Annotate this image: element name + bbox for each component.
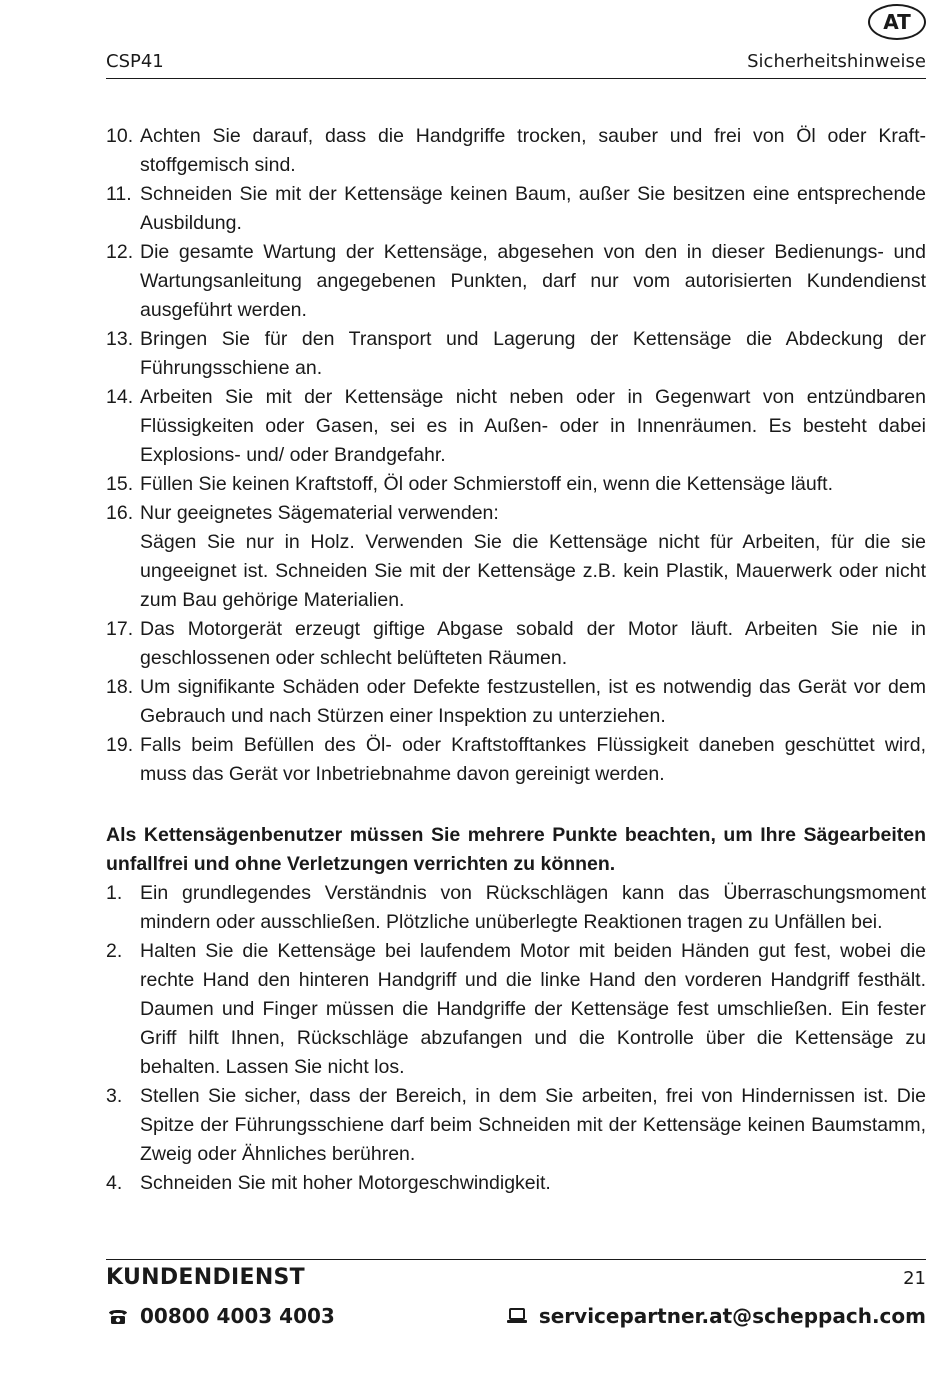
list-item [106, 238, 926, 325]
footer-divider [106, 1259, 926, 1260]
item-text: Die gesamte Wartung der Kettensäge, abgesehen von den in dieser Bedienungs- und Wartungsanleitung angegebenen Punkten, darf nur vom autorisierten Kundendienst ausgeführt werden. [140, 241, 926, 321]
item-text: Um signifikante Schäden oder Defekte festzustellen, ist es notwendig das Gerät vor dem Gebrauch und nach Stürzen einer Inspektion zu unterziehen. [140, 676, 926, 727]
email-contact [505, 1304, 926, 1328]
list-item [106, 673, 926, 731]
item-text: Arbeiten Sie mit der Kettensäge nicht neben oder in Gegenwart von entzündbaren Flüssigkeiten oder Gasen, sei es in Außen- oder in Innenräumen. Es besteht dabei Explosions- und/ oder Brandgefahr. [140, 386, 926, 466]
list-item [106, 731, 926, 789]
item-text: Nur geeignetes Sägematerial verwenden: [140, 502, 499, 524]
list-item [106, 937, 926, 1082]
item-text: Das Motorgerät erzeugt giftige Abgase sobald der Motor läuft. Arbeiten Sie nie in geschlossenen oder schlecht belüfteten Räumen. [140, 618, 926, 669]
page-number: 21 [903, 1268, 926, 1289]
item-number: 4. [106, 1172, 123, 1194]
item-number: 16. [106, 502, 134, 524]
item-number: 15. [106, 473, 134, 495]
item-subtext: Sägen Sie nur in Holz. Verwenden Sie die Kettensäge nicht für Arbeiten, für die sie ungeeignet ist. Schneiden Sie mit der Kettensäge z.B. kein Plastik, Mauerwerk oder nicht zum Bau gehörige Materialien. [140, 531, 926, 611]
chainsaw-user-list [106, 879, 926, 1198]
item-text: Halten Sie die Kettensäge bei laufendem Motor mit beiden Händen gut fest, wobei die rechte Hand den hinteren Handgriff und die linke Hand den vorderen Handgriff festhält. Daumen und Finger müssen die Handgriffe der Kettensäge fest umschließen. Ein fester Griff hilft Ihnen, Rückschläge abzufangen und die Kontrolle über die Kettensäge zu behalten. Lassen Sie nicht los. [140, 940, 926, 1078]
item-text: Schneiden Sie mit hoher Motorgeschwindigkeit. [140, 1172, 551, 1194]
item-text: Achten Sie darauf, dass die Handgriffe trocken, sauber und frei von Öl oder Kraftstoffgemisch sind. [140, 125, 926, 176]
item-number: 3. [106, 1085, 123, 1107]
model-name: CSP41 [106, 51, 164, 72]
list-item [106, 615, 926, 673]
list-item [106, 383, 926, 470]
phone-contact [106, 1304, 335, 1328]
laptop-icon [505, 1304, 529, 1328]
item-number: 10. [106, 125, 134, 147]
item-text: Stellen Sie sicher, dass der Bereich, in dem Sie arbeiten, frei von Hindernissen ist. Die Spitze der Führungsschiene darf beim Schneiden mit der Kettensäge keinen Baumstamm, Zweig oder Ähnliches berühren. [140, 1085, 926, 1165]
list-item [106, 1169, 926, 1198]
footer-title: KUNDENDIENST [106, 1265, 305, 1290]
telephone-icon [106, 1304, 130, 1328]
item-number: 18. [106, 676, 134, 698]
list-item [106, 1082, 926, 1169]
list-item [106, 470, 926, 499]
item-text: Ein grundlegendes Verständnis von Rückschlägen kann das Überraschungsmoment mindern oder ausschließen. Plötzliche unüberlegte Reaktionen tragen zu Unfällen bei. [140, 882, 926, 933]
item-number: 2. [106, 940, 123, 962]
item-number: 13. [106, 328, 134, 350]
item-number: 12. [106, 241, 134, 263]
list-item [106, 180, 926, 238]
list-item [106, 879, 926, 937]
item-number: 14. [106, 386, 134, 408]
item-text: Schneiden Sie mit der Kettensäge keinen Baum, außer Sie besitzen eine entsprechende Ausbildung. [140, 183, 926, 234]
safety-list-continued [106, 122, 926, 789]
country-badge: AT [868, 4, 926, 40]
email-address[interactable]: servicepartner.at@scheppach.com [538, 1304, 926, 1328]
item-number: 17. [106, 618, 134, 640]
page-content [106, 122, 926, 1198]
section-title: Sicherheitshinweise [747, 51, 926, 72]
item-number: 11. [106, 183, 132, 205]
header-divider [106, 78, 926, 79]
item-number: 1. [106, 882, 123, 904]
lead-paragraph: Als Kettensägenbenutzer müssen Sie mehrere Punkte beachten, um Ihre Sägearbeiten unfallfrei und ohne Verletzungen verrichten zu können. [106, 824, 926, 875]
list-item [106, 325, 926, 383]
item-text: Füllen Sie keinen Kraftstoff, Öl oder Schmierstoff ein, wenn die Kettensäge läuft. [140, 473, 834, 495]
item-text: Falls beim Befüllen des Öl- oder Kraftstofftankes Flüssigkeit daneben geschüttet wird, muss das Gerät vor Inbetriebnahme davon gereinigt werden. [140, 734, 926, 785]
phone-number[interactable]: 00800 4003 4003 [140, 1304, 335, 1328]
list-item [106, 499, 926, 615]
list-item [106, 122, 926, 180]
item-number: 19. [106, 734, 134, 756]
item-text: Bringen Sie für den Transport und Lagerung der Kettensäge die Abdeckung der Führungsschiene an. [140, 328, 926, 379]
